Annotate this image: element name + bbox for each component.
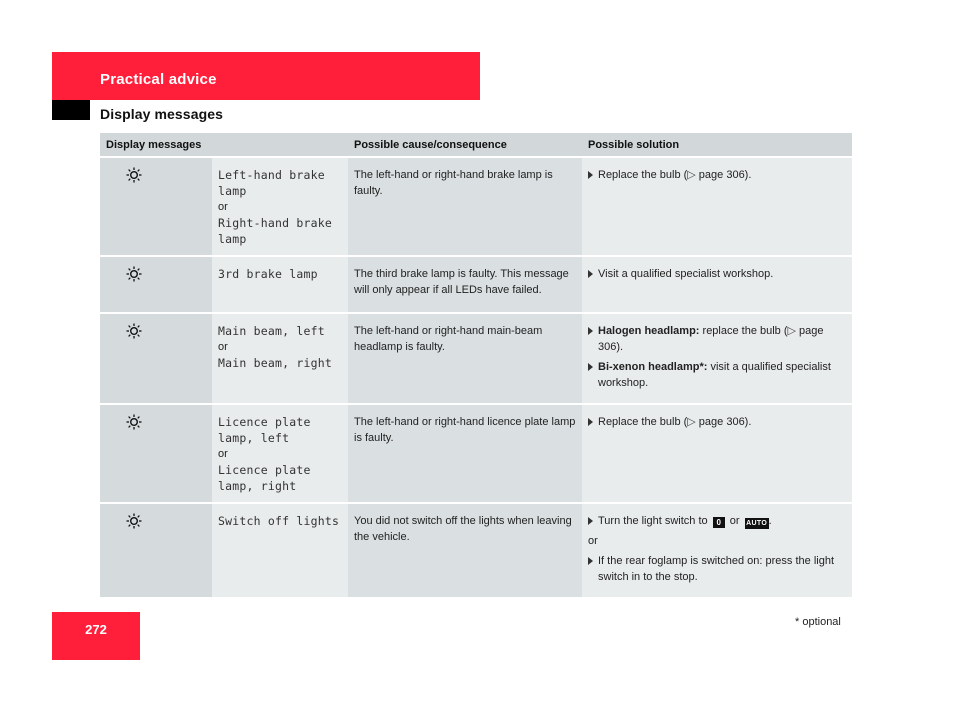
message-text: Left-hand brake xyxy=(218,168,325,182)
solution-cell xyxy=(582,256,852,313)
display-messages-table xyxy=(100,133,852,597)
table-row xyxy=(100,157,852,256)
cause-text: You did not switch off the lights when leaving the vehicle. xyxy=(354,515,572,543)
arrow-bullet-icon xyxy=(588,327,593,335)
solution-step xyxy=(588,266,846,282)
solution-step xyxy=(588,553,846,585)
light-switch-auto-icon: AUTO xyxy=(746,520,768,527)
cause-text: The left-hand or right-hand licence plate lamp is faulty. xyxy=(354,416,576,444)
or-text: or xyxy=(588,535,598,547)
or-text: or xyxy=(218,201,228,213)
icon-cell xyxy=(100,404,212,503)
arrow-bullet-icon xyxy=(588,418,593,426)
message-text: lamp xyxy=(218,232,247,246)
cause-cell xyxy=(348,157,582,256)
page-ref-link[interactable]: page 306). xyxy=(598,325,824,353)
message-text: 3rd brake lamp xyxy=(218,267,318,281)
message-text: Switch off lights xyxy=(218,514,340,528)
solution-text: visit a qualified specialist workshop. xyxy=(598,361,831,389)
solution-text: Visit a qualified specialist workshop. xyxy=(598,268,774,280)
column-header-solution: Possible solution xyxy=(582,133,852,157)
bulb-warning-icon xyxy=(126,323,142,339)
icon-cell xyxy=(100,256,212,313)
page-ref-link[interactable]: page 306). xyxy=(695,416,752,428)
cause-cell xyxy=(348,256,582,313)
page-ref-icon: ▷ xyxy=(687,169,696,181)
cause-text: The left-hand or right-hand brake lamp is faulty. xyxy=(354,169,553,197)
arrow-bullet-icon xyxy=(588,270,593,278)
arrow-bullet-icon xyxy=(588,171,593,179)
solution-step xyxy=(588,513,846,529)
page-ref-link[interactable]: page 306). xyxy=(695,169,752,181)
footnote: * optional xyxy=(795,616,841,628)
arrow-bullet-icon xyxy=(588,557,593,565)
solution-step xyxy=(588,323,846,355)
arrow-bullet-icon xyxy=(588,517,593,525)
page-number: 272 xyxy=(85,622,107,637)
page-ref-icon: ▷ xyxy=(787,325,796,337)
solution-cell xyxy=(582,313,852,404)
cause-cell xyxy=(348,313,582,404)
cause-text: The left-hand or right-hand main-beam headlamp is faulty. xyxy=(354,325,543,353)
page-ref-icon: ▷ xyxy=(687,416,696,428)
column-header-display-messages: Display messages xyxy=(100,133,212,157)
solution-text: Replace the bulb ( xyxy=(598,416,688,428)
or-text: or xyxy=(218,448,228,460)
solution-text: Replace the bulb ( xyxy=(598,169,688,181)
message-text: Right-hand brake xyxy=(218,216,332,230)
cause-cell xyxy=(348,503,582,597)
message-text: Licence plate xyxy=(218,415,311,429)
column-header-cause: Possible cause/consequence xyxy=(348,133,582,157)
message-cell xyxy=(212,256,348,313)
section-title: Practical advice xyxy=(100,71,217,88)
section-tab-marker xyxy=(52,100,90,120)
solution-cell xyxy=(582,503,852,597)
message-text: lamp, right xyxy=(218,479,297,493)
message-text: lamp xyxy=(218,184,247,198)
solution-step xyxy=(588,414,846,430)
bulb-warning-icon xyxy=(126,266,142,282)
cause-text: The third brake lamp is faulty. This message will only appear if all LEDs have failed. xyxy=(354,268,569,296)
solution-end: . xyxy=(768,515,772,527)
solution-step xyxy=(588,359,846,391)
message-cell xyxy=(212,404,348,503)
bulb-warning-icon xyxy=(126,167,142,183)
solution-cell xyxy=(582,404,852,503)
message-text: Licence plate xyxy=(218,463,311,477)
message-text: Main beam, right xyxy=(218,356,332,370)
icon-cell xyxy=(100,503,212,597)
table-header-row xyxy=(100,133,852,157)
table-row xyxy=(100,256,852,313)
solution-text: replace the bulb ( xyxy=(699,325,788,337)
table-row xyxy=(100,503,852,597)
page-number-box xyxy=(52,612,140,660)
solution-cell xyxy=(582,157,852,256)
table-row xyxy=(100,404,852,503)
or-text: or xyxy=(218,341,228,353)
message-cell xyxy=(212,157,348,256)
column-header-message xyxy=(212,133,348,157)
message-text: Main beam, left xyxy=(218,324,325,338)
cause-cell xyxy=(348,404,582,503)
solution-label: Halogen headlamp: xyxy=(598,325,700,337)
table-row xyxy=(100,313,852,404)
bulb-warning-icon xyxy=(126,414,142,430)
message-cell xyxy=(212,313,348,404)
icon-cell xyxy=(100,313,212,404)
arrow-bullet-icon xyxy=(588,363,593,371)
message-text: lamp, left xyxy=(218,431,290,445)
or-text: or xyxy=(726,515,743,527)
message-cell xyxy=(212,503,348,597)
light-switch-zero-icon: 0 xyxy=(713,517,725,528)
bulb-warning-icon xyxy=(126,513,142,529)
solution-text: If the rear foglamp is switched on: press the light switch in to the stop. xyxy=(598,555,835,583)
solution-step xyxy=(588,167,846,183)
icon-cell xyxy=(100,157,212,256)
solution-label: Bi-xenon headlamp*: xyxy=(598,361,708,373)
solution-text: Turn the light switch to xyxy=(598,515,711,527)
page-title: Display messages xyxy=(100,106,224,122)
